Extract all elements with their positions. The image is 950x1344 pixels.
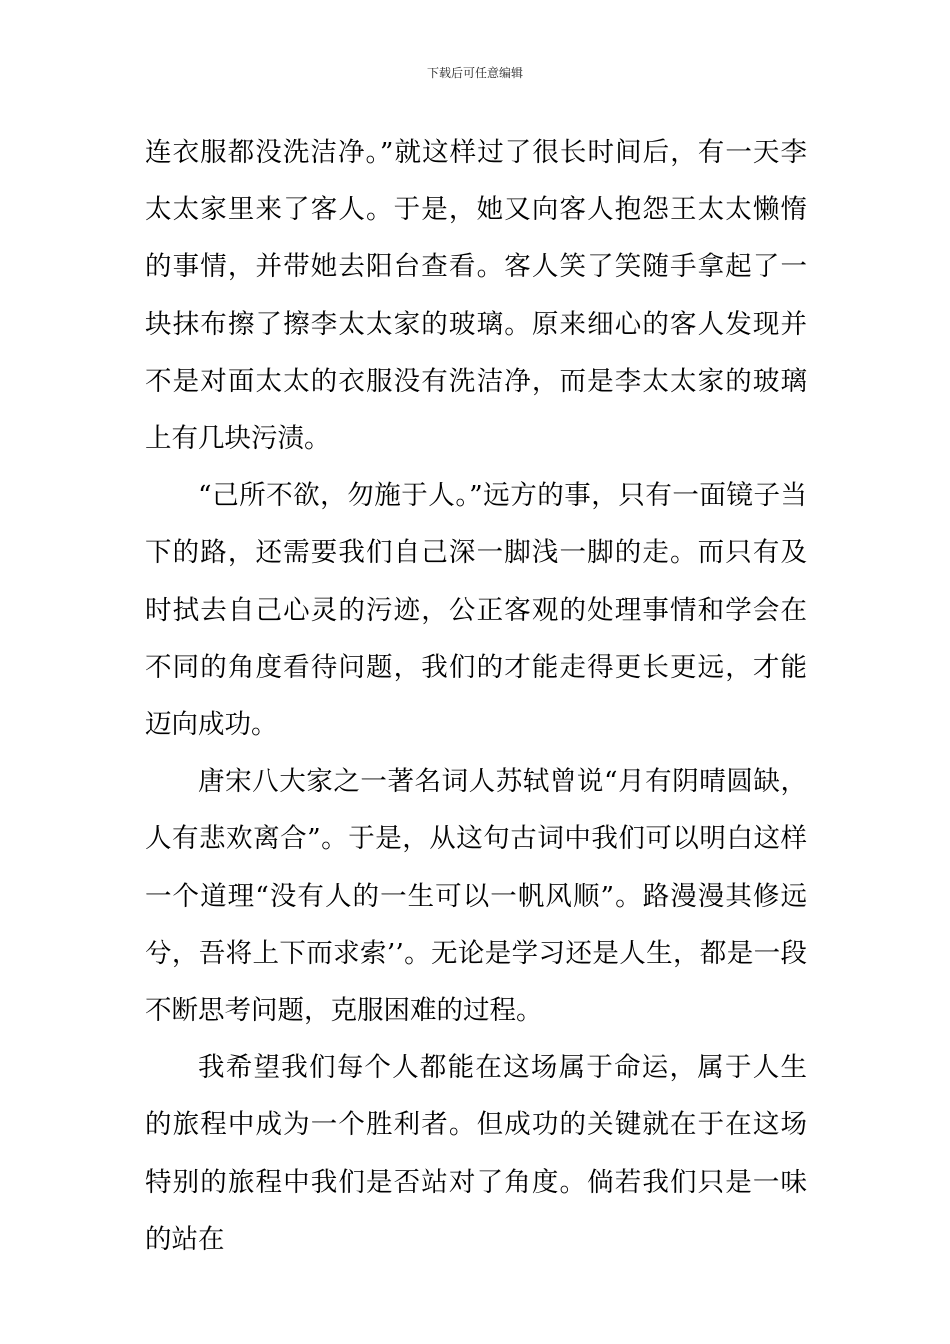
- paragraph-4: 我希望我们每个人都能在这场属于命运，属于人生的旅程中成为一个胜利者。但成功的关键就在于在这场特别的旅程中我们是否站对了角度。倘若我们只是一味的站在: [145, 1052, 807, 1255]
- paragraph-1: 连衣服都没洗洁净。”就这样过了很长时间后，有一天李太太家里来了客人。于是，她又向客人抱怨王太太懒惰的事情，并带她去阳台查看。客人笑了笑随手拿起了一块抹布擦了擦李太太家的玻璃。原来细心的客人发现并不是对面太太的衣服没有洗洁净，而是李太太家的玻璃上有几块污渍。: [145, 137, 807, 455]
- document-body: [145, 124, 807, 1268]
- paragraph-2: “己所不欲，勿施于人。”远方的事，只有一面镜子当下的路，还需要我们自己深一脚浅一脚的走。而只有及时拭去自己心灵的污迹，公正客观的处理事情和学会在不同的角度看待问题，我们的才能走得更长更远，才能迈向成功。: [145, 480, 807, 741]
- page-header: 下载后可任意编辑: [426, 66, 523, 80]
- paragraph-3: 唐宋八大家之一著名词人苏轼曾说“月有阴晴圆缺，人有悲欢离合”。于是，从这句古词中我们可以明白这样一个道理“没有人的一生可以一帆风顺”。路漫漫其修远兮，吾将上下而求索’’。无论是学习还是人生，都是一段不断思考问题，克服困难的过程。: [145, 766, 807, 1027]
